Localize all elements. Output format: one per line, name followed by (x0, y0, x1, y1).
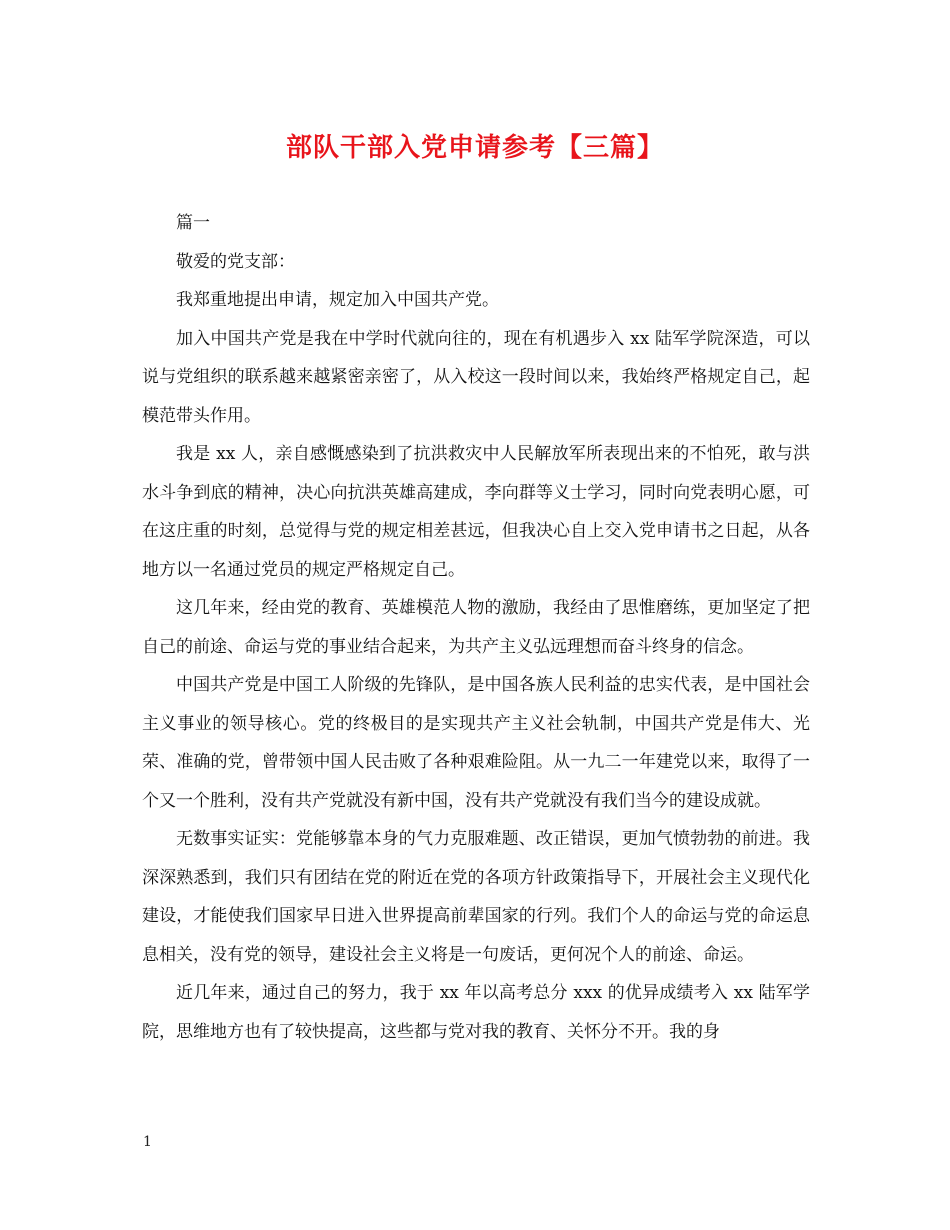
section-heading: 篇一 (176, 213, 210, 233)
body-paragraph: 我是 xx 人，亲自感慨感染到了抗洪救灾中人民解放军所表现出来的不怕死，敢与洪水斗争到底的精神，决心向抗洪英雄高建成，李向群等义士学习，同时向党表明心愿，可在这庄重的时刻，总觉得与党的规定相差甚远，但我决心自上交入党申请书之日起，从各地方以一名通过党员的规定严格规定自己。 (142, 444, 810, 580)
body-paragraph: 无数事实证实：党能够靠本身的气力克服难题、改正错误，更加气愤勃勃的前进。我深深熟悉到，我们只有团结在党的附近在党的各项方针政策指导下，开展社会主义现代化建设，才能使我们国家早日进入世界提高前辈国家的行列。我们个人的命运与党的命运息息相关，没有党的领导，建设社会主义将是一句废话，更何况个人的前途、命运。 (142, 829, 810, 965)
document-body (142, 204, 810, 1051)
document-title: 部队干部入党申请参考【三篇】 (285, 133, 664, 163)
body-paragraph: 这几年来，经由党的教育、英雄模范人物的激励，我经由了思惟磨练，更加坚定了把自己的前途、命运与党的事业结合起来，为共产主义弘远理想而奋斗终身的信念。 (142, 598, 810, 657)
body-paragraph: 我郑重地提出申请，规定加入中国共产党。 (176, 290, 499, 310)
body-paragraph: 加入中国共产党是我在中学时代就向往的，现在有机遇步入 xx 陆军学院深造，可以说与党组织的联系越来越紧密亲密了，从入校这一段时间以来，我始终严格规定自己，起模范带头作用。 (142, 328, 810, 426)
salutation: 敬爱的党支部： (176, 251, 295, 272)
body-paragraph: 近几年来，通过自己的努力，我于 xx 年以高考总分 xxx 的优异成绩考入 xx 陆军学院，思维地方也有了较快提高，这些都与党对我的教育、关怀分不开。我的身 (142, 983, 810, 1042)
body-paragraph: 中国共产党是中国工人阶级的先锋队，是中国各族人民利益的忠实代表，是中国社会主义事业的领导核心。党的终极目的是实现共产主义社会轨制，中国共产党是伟大、光荣、准确的党，曾带领中国人民击败了各种艰难险阻。从一九二一年建党以来，取得了一个又一个胜利，没有共产党就没有新中国，没有共产党就没有我们当今的建设成就。 (142, 675, 810, 811)
page-number: 1 (143, 1134, 152, 1150)
